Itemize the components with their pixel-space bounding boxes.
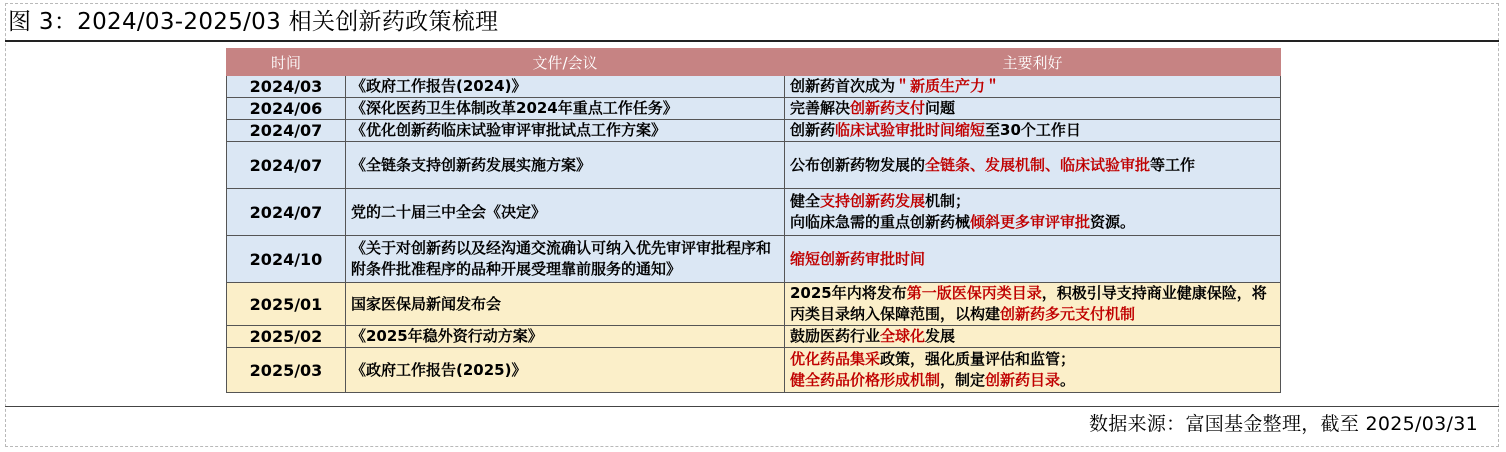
row-document: 《政府工作报告(2024)》 [346, 76, 785, 98]
row-benefit [785, 76, 1281, 98]
highlighted-text: ＂新质生产力＂ [895, 77, 1001, 95]
table-row [227, 76, 1281, 98]
table-header-row [227, 49, 1281, 76]
highlighted-text: 创新药支付 [850, 99, 926, 117]
row-document: 《关于对创新药以及经沟通交流确认可纳入优先审评审批程序和附条件批准程序的品种开展受理靠前服务的通知》 [346, 236, 785, 283]
table-row [227, 189, 1281, 236]
row-benefit [785, 236, 1281, 283]
benefit-text: 向临床急需的重点创新药械 [790, 213, 971, 231]
row-date: 2024/07 [227, 189, 346, 236]
benefit-text: 2025年内将发布 [790, 284, 907, 302]
row-benefit [785, 98, 1281, 120]
benefit-text: 等工作 [1150, 155, 1196, 174]
row-date: 2025/01 [227, 283, 346, 326]
row-document: 《2025年稳外资行动方案》 [346, 326, 785, 348]
highlighted-text: 倾斜更多审评审批 [970, 213, 1091, 231]
row-document: 《优化创新药临床试验审评审批试点工作方案》 [346, 120, 785, 142]
highlighted-text: 临床试验审批时间缩短 [835, 121, 986, 139]
benefit-text: 创新药首次成为 [790, 77, 896, 95]
row-document: 《深化医药卫生体制改革2024年重点工作任务》 [346, 98, 785, 120]
benefit-text: 。 [1060, 371, 1076, 389]
table-row [227, 283, 1281, 326]
table-row [227, 142, 1281, 189]
table-row [227, 120, 1281, 142]
source-note: 数据来源：富国基金整理，截至 2025/03/31 [1088, 413, 1478, 435]
highlighted-text: 健全药品价格形成机制 [790, 371, 941, 389]
row-document: 党的二十届三中全会《决定》 [346, 189, 785, 236]
benefit-text: 完善解决 [790, 99, 851, 117]
figure-title: 图 3：2024/03-2025/03 相关创新药政策梳理 [8, 9, 499, 35]
row-date: 2024/07 [227, 142, 346, 189]
bottom-rule [5, 406, 1499, 407]
header-date: 时间 [227, 49, 346, 76]
benefit-text: 发展 [925, 327, 956, 345]
row-date: 2024/03 [227, 76, 346, 98]
benefit-text: 鼓励医药行业 [790, 327, 881, 345]
title-rule [5, 40, 1499, 42]
row-benefit [785, 283, 1281, 326]
row-benefit [785, 348, 1281, 393]
table-row [227, 98, 1281, 120]
highlighted-text: 优化药品集采 [790, 350, 881, 368]
header-benefit: 主要利好 [785, 49, 1281, 76]
policy-table [226, 48, 1281, 393]
benefit-text: 政策，强化质量评估和监管； [880, 350, 1076, 368]
row-date: 2025/03 [227, 348, 346, 393]
row-date: 2024/07 [227, 120, 346, 142]
row-document: 国家医保局新闻发布会 [346, 283, 785, 326]
header-document: 文件/会议 [346, 49, 785, 76]
benefit-text: 创新药 [790, 121, 836, 139]
benefit-text: 健全 [790, 192, 821, 210]
highlighted-text: 全链条、发展机制、临床试验审批 [925, 155, 1151, 174]
highlighted-text: 创新药多元支付机制 [1000, 305, 1136, 323]
benefit-text: ，制定 [940, 371, 986, 389]
row-benefit [785, 142, 1281, 189]
row-benefit [785, 189, 1281, 236]
row-date: 2025/02 [227, 326, 346, 348]
highlighted-text: 创新药目录 [985, 371, 1061, 389]
row-document: 《政府工作报告(2025)》 [346, 348, 785, 393]
row-document: 《全链条支持创新药发展实施方案》 [346, 142, 785, 189]
table-row [227, 326, 1281, 348]
highlighted-text: 支持创新药发展 [820, 192, 926, 210]
row-date: 2024/06 [227, 98, 346, 120]
benefit-text: 问题 [925, 99, 956, 117]
table-row [227, 348, 1281, 393]
benefit-text: ，积极引导支持商业健康保险，将丙类目录纳入保障范围，以构建 [790, 284, 1267, 323]
benefit-text: 至30个工作日 [985, 121, 1081, 139]
table-body [227, 76, 1281, 393]
benefit-text: 公布创新药物发展的 [790, 155, 926, 174]
highlighted-text: 全球化 [880, 327, 926, 345]
row-benefit [785, 326, 1281, 348]
row-date: 2024/10 [227, 236, 346, 283]
benefit-text: 机制； [925, 192, 971, 210]
benefit-text: 资源。 [1090, 213, 1136, 231]
table-row [227, 236, 1281, 283]
highlighted-text: 缩短创新药审批时间 [790, 249, 926, 268]
row-benefit [785, 120, 1281, 142]
highlighted-text: 第一版医保丙类目录 [906, 284, 1042, 302]
